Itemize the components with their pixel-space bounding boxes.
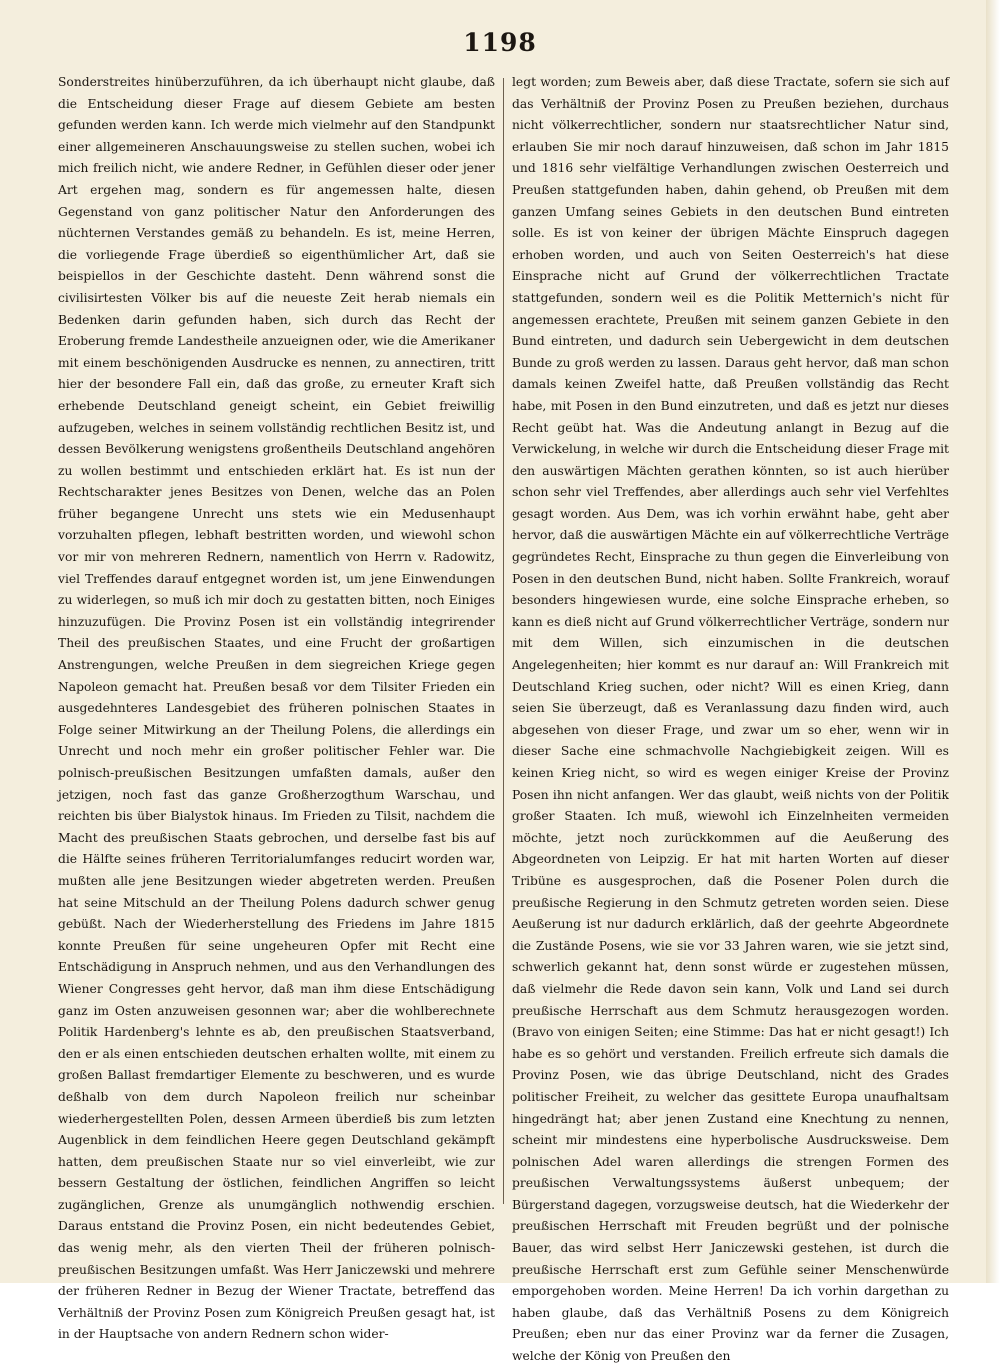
- column-divider: [503, 78, 504, 1204]
- text-column-right: [512, 72, 950, 1364]
- text-column-left: [58, 72, 495, 1342]
- page-number: 1198: [463, 28, 537, 57]
- right-column-text: legt worden; zum Beweis aber, daß diese Tractate, sofern sie sich auf das Verhältniß der Provinz Posen zu Preußen beziehen, durchaus nicht völkerrechtlicher, sondern nur staatsrechtlicher Natur sind, erlauben Sie mir noch darauf hinzuweisen, daß schon im Jahr 1815 und 1816 sehr vielfältige Verhandlungen zwischen Oesterreich und Preußen stattgefunden haben, dahin gehend, ob Preußen mit dem ganzen Umfang seines Gebiets in den deutschen Bund eintreten solle. Es ist von keiner der übrigen Mächte Einspruch dagegen erhoben worden, und auch von Seiten Oesterreich's hat diese Einsprache nicht auf Grund der völkerrechtlichen Tractate stattgefunden, sondern weil es die Politik Metternich's nicht für angemessen erachtete, Preußen mit seinem ganzen Gebiete in den Bund eintreten, und dadurch sein Uebergewicht in dem deutschen Bunde zu groß werden zu lassen. Daraus geht hervor, daß man schon damals keinen Zweifel hatte, daß Preußen vollständig das Recht habe, mit Posen in den Bund einzutreten, und daß es jetzt nur dieses Recht geübt hat. Was die Andeutung anlangt in Bezug auf die Verwickelung, in welche wir durch die Entscheidung dieser Frage mit den auswärtigen Mächten gerathen könnten, so ist auch hierüber schon sehr viel Treffendes, aber allerdings auch sehr viel Verfehltes gesagt worden. Aus Dem, was ich vorhin erwähnt habe, geht aber hervor, daß die auswärtigen Mächte ein auf völkerrechtliche Verträge gegründetes Recht, Einsprache zu thun gegen die Einverleibung von Posen in den deutschen Bund, nicht haben. Sollte Frankreich, worauf besonders hingewiesen wurde, eine solche Einsprache erheben, so kann es dieß nicht auf Grund völkerrechtlicher Verträge, sondern nur mit dem Willen, sich einzumischen in die deutschen Angelegenheiten; hier kommt es nur darauf an: Will Frankreich mit Deutschland Krieg suchen, oder nicht? Will es einen Krieg, dann seien Sie überzeugt, daß es Veranlassung dazu finden wird, auch abgesehen von dieser Frage, und zwar um so eher, wenn wir in dieser Sache eine schmachvolle Nachgiebigkeit zeigen. Will es keinen Krieg nicht, so wird es wegen einiger Kreise der Provinz Posen ihn nicht anfangen. Wer das glaubt, weiß nichts von der Politik großer Staaten. Ich muß, wiewohl ich Einzelnheiten vermeiden möchte, jetzt noch zurückkommen auf die Aeußerung des Abgeordneten von Leipzig. Er hat mit harten Worten auf dieser Tribüne es ausgesprochen, daß die Posener Polen durch die preußische Regierung in den Schmutz getreten worden seien. Diese Aeußerung ist nur dadurch erklärlich, daß der geehrte Abgeordnete die Zustände Posens, wie sie vor 33 Jahren waren, wie sie jetzt sind, schwerlich gekannt hat, denn sonst würde er zugestehen müssen, daß vielmehr die Rede davon sein kann, Volk und Land sei durch preußische Herrschaft aus dem Schmutz herausgezogen worden. (Bravo von einigen Seiten; eine Stimme: Das hat er nicht gesagt!) Ich habe es so gehört und verstanden. Freilich erfreute sich damals die Provinz Posen, wie das übrige Deutschland, nicht des Grades politischer Freiheit, zu welcher das gesittete Europa unaufhaltsam hingedrängt hat; aber jenen Zustand eine Knechtung zu nennen, scheint mir mindestens eine hyperbolische Ausdrucksweise. Dem polnischen Adel waren allerdings die strengen Formen des preußischen Verwaltungssystems äußerst unbequem; der Bürgerstand dagegen, vorzugsweise deutsch, hat die Wiederkehr der preußischen Herrschaft mit Freuden begrüßt und der polnische Bauer, das wird selbst Herr Janiczewski gestehen, ist durch die preußische Herrschaft erst zum Gefühle seiner Menschenwürde emporgehoben worden. Meine Herren! Da ich vorhin dargethan zu haben glaube, daß das Verhältniß Posens zu dem Königreich Preußen; eben nur das einer Provinz war da ferner die Zusagen, welche der König von Preußen den: [512, 75, 950, 1364]
- scan-border: [986, 0, 1000, 1283]
- left-column-text: Sonderstreites hinüberzuführen, da ich überhaupt nicht glaube, daß die Entscheidung dieser Frage auf diesem Gebiete am besten gefunden werden kann. Ich werde mich vielmehr auf den Standpunkt einer allgemeineren Anschauungsweise zu stellen suchen, wobei ich mich freilich nicht, wie andere Redner, in Gefühlen dieser oder jener Art ergehen mag, sondern es für angemessen halte, diesen Gegenstand von ganz politischer Natur den Anforderungen des nüchternen Verstandes gemäß zu behandeln. Es ist, meine Herren, die vorliegende Frage überdieß so eigenthümlicher Art, daß sie beispiellos in der Geschichte dasteht. Denn während sonst die civilisirtesten Völker bis auf die neueste Zeit herab niemals ein Bedenken darin gefunden haben, sich durch das Recht der Eroberung fremde Landestheile anzueignen oder, wie die Amerikaner mit einem beschönigenden Ausdrucke es nennen, zu annectiren, tritt hier der besondere Fall ein, daß das große, zu erneuter Kraft sich erhebende Deutschland geneigt scheint, ein Gebiet freiwillig aufzugeben, welches in seinem vollständig rechtlichen Besitz ist, und dessen Bevölkerung wenigstens großentheils Deutschland angehören zu wollen bestimmt und entschieden erklärt hat. Es ist nun der Rechtscharakter jenes Besitzes von Denen, welche das an Polen früher begangene Unrecht uns stets wie ein Medusenhaupt vorzuhalten pflegen, lebhaft bestritten worden, und wiewohl schon vor mir von mehreren Rednern, namentlich von Herrn v. Radowitz, viel Treffendes darauf entgegnet worden ist, um jene Einwendungen zu widerlegen, so muß ich mir doch zu gestatten bitten, noch Einiges hinzuzufügen. Die Provinz Posen ist ein vollständig integrirender Theil des preußischen Staates, und eine Frucht der großartigen Anstrengungen, welche Preußen in dem siegreichen Kriege gegen Napoleon gemacht hat. Preußen besaß vor dem Tilsiter Frieden ein ausgedehnteres Landesgebiet des früheren polnischen Staates in Folge seiner Mitwirkung an der Theilung Polens, die allerdings ein Unrecht und noch mehr ein großer politischer Fehler war. Die polnisch-preußischen Besitzungen umfaßten damals, außer den jetzigen, noch fast das ganze Großherzogthum Warschau, und reichten bis über Bialystok hinaus. Im Frieden zu Tilsit, nachdem die Macht des preußischen Staats gebrochen, und derselbe fast bis auf die Hälfte seines früheren Territorialumfanges reducirt worden war, mußten alle jene Besitzungen wieder abgetreten werden. Preußen hat seine Mitschuld an der Theilung Polens dadurch schwer genug gebüßt. Nach der Wiederherstellung des Friedens im Jahre 1815 konnte Preußen für seine ungeheuren Opfer mit Recht eine Entschädigung in Anspruch nehmen, und aus den Verhandlungen des Wiener Congresses geht hervor, daß man ihm diese Entschädigung ganz im Osten anzuweisen gesonnen war; aber die wohlberechnete Politik Hardenberg's lehnte es ab, den preußischen Staatsverband, den er als einen entschieden deutschen erhalten wollte, mit einem zu großen Ballast fremdartiger Elemente zu beschweren, und es wurde deßhalb von dem durch Napoleon freilich nur scheinbar wiederhergestellten Polen, dessen Armeen überdieß bis zum letzten Augenblick in dem feindlichen Heere gegen Deutschland gekämpft hatten, dem preußischen Staate nur so viel einverleibt, wie zur bessern Gestaltung der östlichen, feindlichen Angriffen so leicht zugänglichen, Grenze als unumgänglich nothwendig erschien. Daraus entstand die Provinz Posen, ein nicht bedeutendes Gebiet, das wenig mehr, als den vierten Theil der früheren polnisch-preußischen Besitzungen umfaßt. Was Herr Janiczewski und mehrere der früheren Redner in Bezug der Wiener Tractate, betreffend das Verhältniß der Provinz Posen zum Königreich Preußen gesagt hat, ist in der Hauptsache von andern Rednern schon wider-: [58, 75, 495, 1342]
